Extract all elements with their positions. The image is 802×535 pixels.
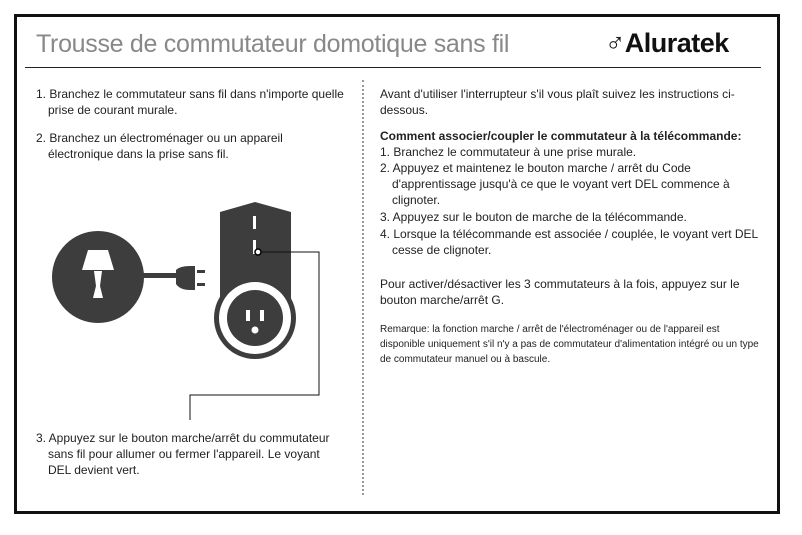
page-title: Trousse de commutateur domotique sans fil	[36, 30, 510, 58]
lamp-icon	[52, 231, 144, 323]
wireless-switch-icon	[214, 202, 296, 359]
note-text: Remarque: la fonction marche / arrêt de l'électroménager ou de l'appareil est disponible uniquement s'il n'y a pas de commutateur d'alimentation intégré ou un type de commutateur manuel ou à bascule.	[380, 324, 759, 365]
logo-icon: ♂	[605, 28, 625, 58]
intro-text: Avant d'utiliser l'interrupteur s'il vous plaît suivez les instructions ci-dessous.	[380, 87, 735, 117]
pairing-step-1: 1. Branchez le commutateur à une prise murale.	[380, 145, 637, 159]
pairing-step-4: 4. Lorsque la télécommande est associée / couplée, le voyant vert DEL cesse de clignoter.	[380, 227, 758, 257]
pairing-step-3: 3. Appuyez sur le bouton de marche de la télécommande.	[380, 210, 687, 224]
step-2: 2. Branchez un électroménager ou un appareil électronique dans la prise sans fil.	[36, 131, 283, 161]
brand-logo: ♂Aluratek	[605, 28, 729, 58]
pairing-heading: Comment associer/coupler le commutateur à la télécommande:	[380, 129, 742, 143]
pairing-step-2: 2. Appuyez et maintenez le bouton marche / arrêt du Code d'apprentissage jusqu'à ce que le voyant vert DEL commence à clignoter.	[380, 161, 730, 207]
step-3: 3. Appuyez sur le bouton marche/arrêt du commutateur sans fil pour allumer ou fermer l'appareil. Le voyant DEL devient vert.	[36, 431, 330, 477]
step-1: 1. Branchez le commutateur sans fil dans n'importe quelle prise de courant murale.	[36, 87, 344, 117]
all-switches-text: Pour activer/désactiver les 3 commutateurs à la fois, appuyez sur le bouton marche/arrêt G.	[380, 277, 740, 307]
power-plug-icon	[142, 266, 205, 290]
